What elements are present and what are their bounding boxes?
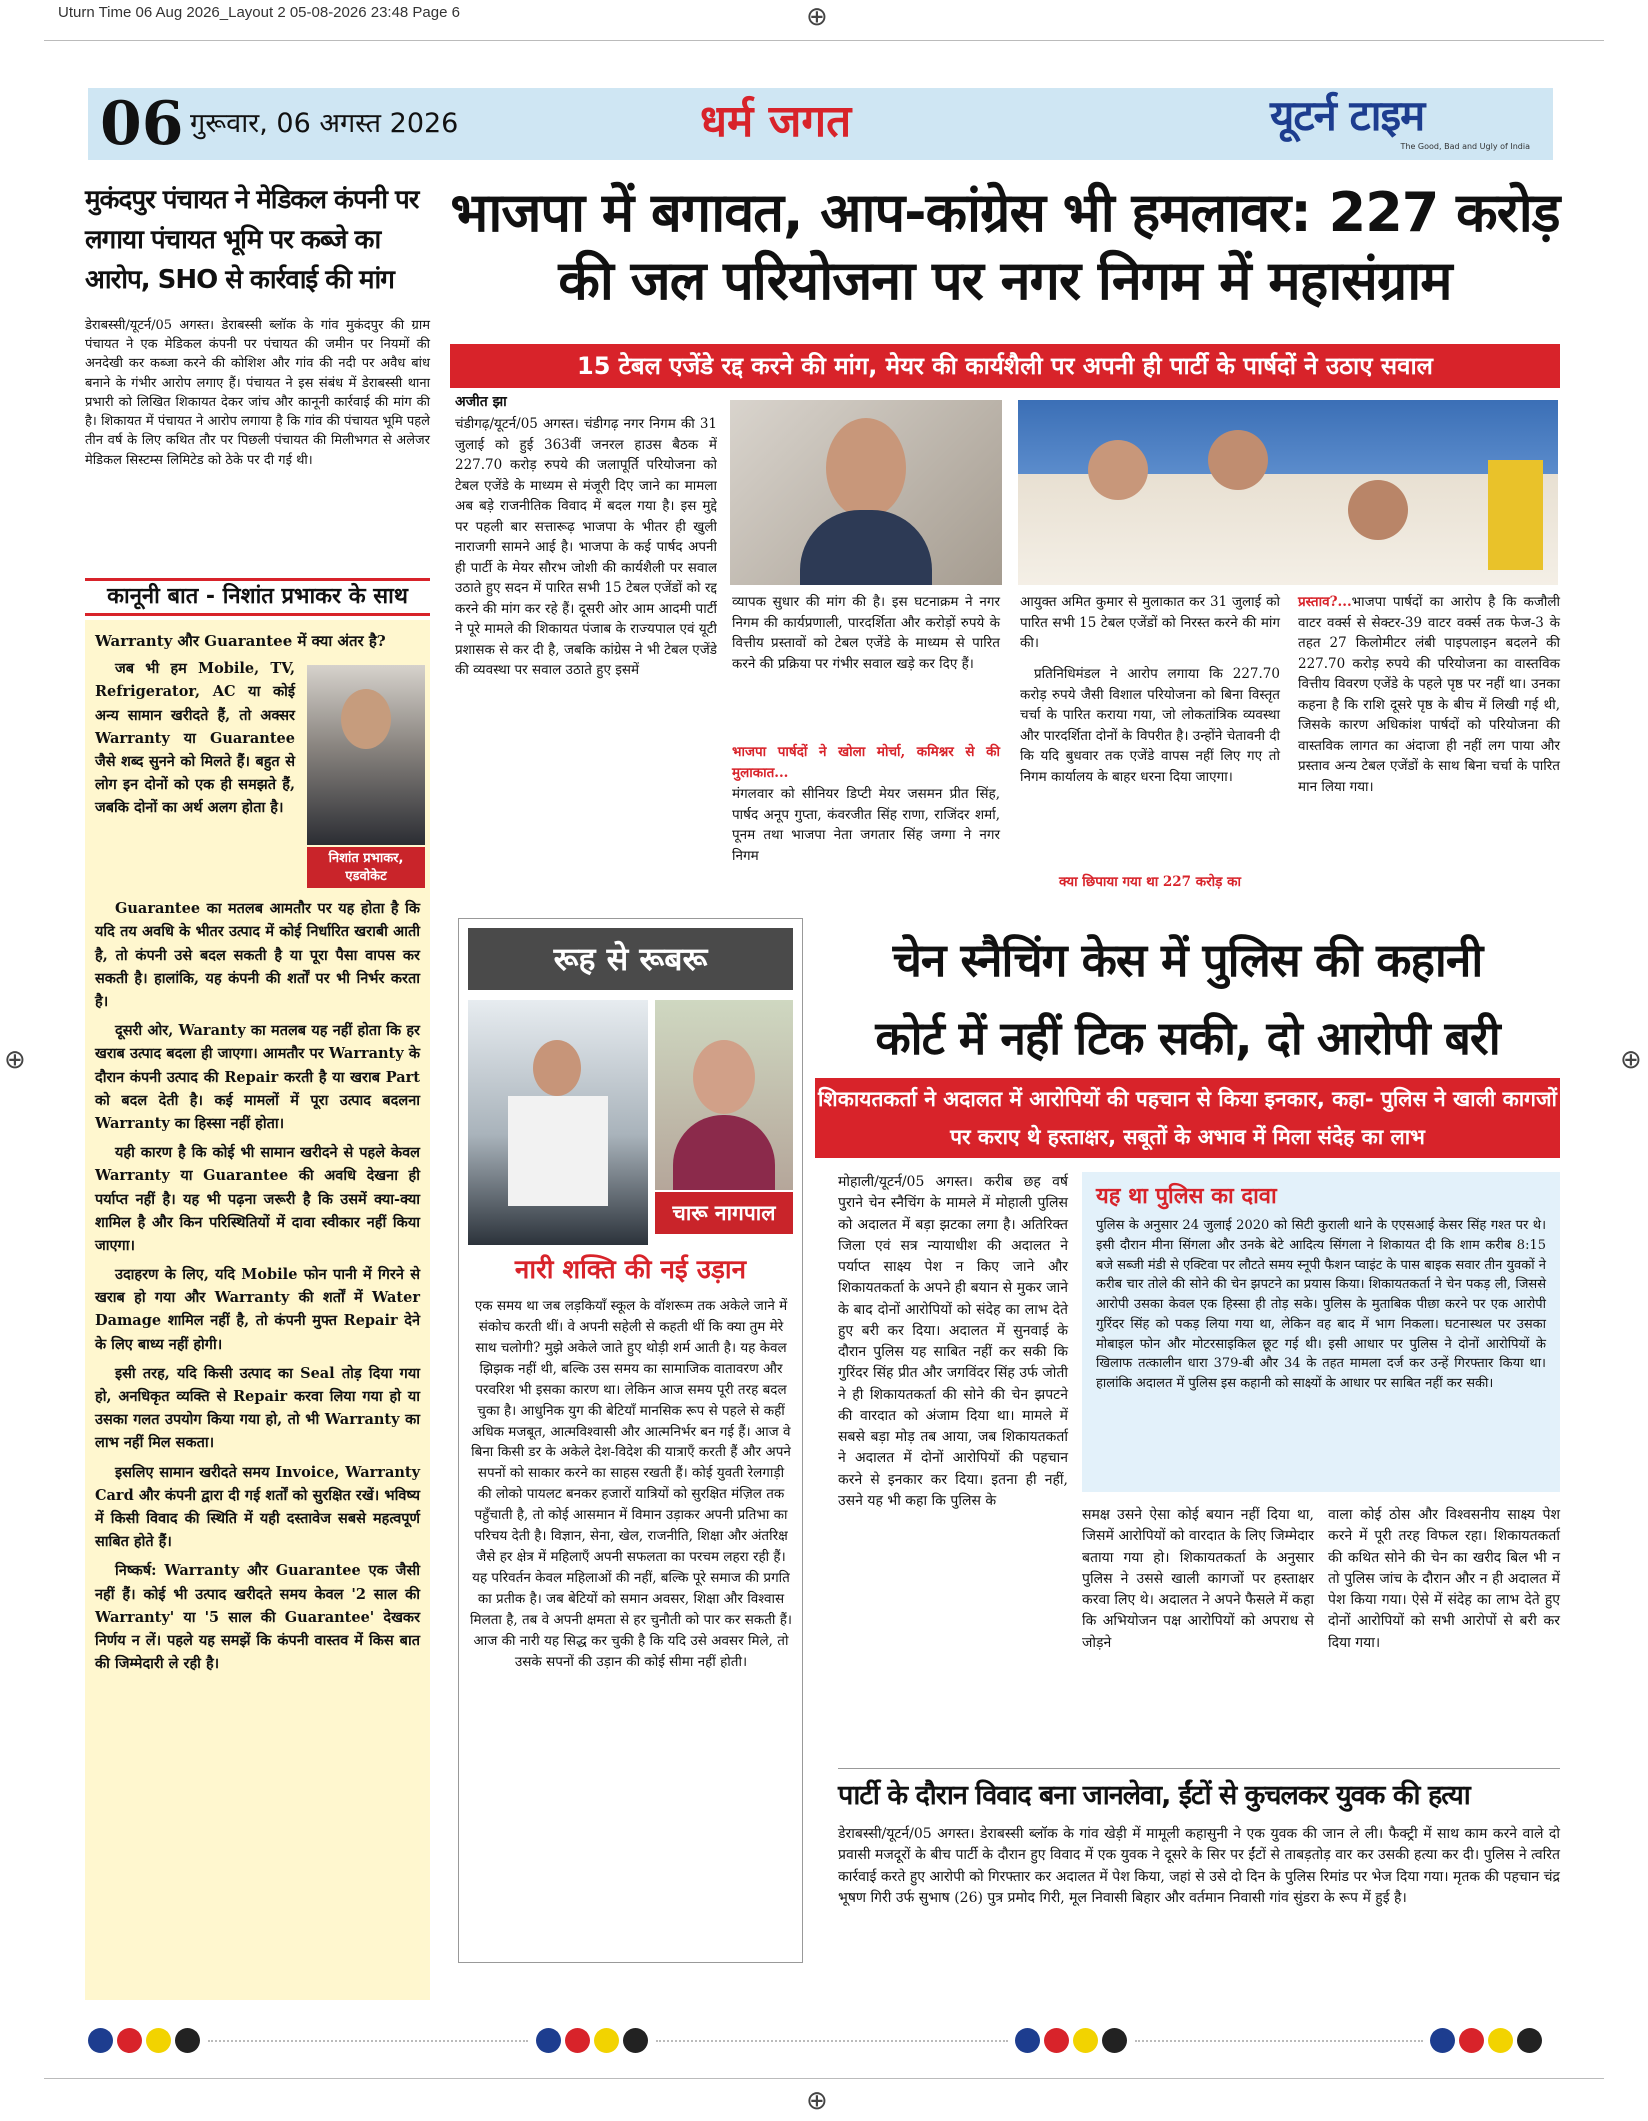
column-question: Warranty और Guarantee में क्या अंतर है? [95,632,386,650]
column-paragraph: Guarantee का मतलब आमतौर पर यह होता है कि यदि तय अवधि के भीतर उत्पाद में कोई निर्धारित खराबी आती है, तो कंपनी उसे बदल सकती है या पूरा पैसा वापस कर सकती है। हालांकि, यह कंपनी की शर्तों पर भी निर्भर करता है। [95,900,420,1010]
color-register-dots [1430,2028,1546,2057]
color-bar-line [1135,2040,1423,2042]
pilot-face-icon [533,1040,581,1096]
story2-kicker: क्या छिपाया गया था 227 करोड़ का [1059,874,1241,890]
registration-mark-icon: ⊕ [806,2,828,32]
column-title: कानूनी बात - निशांत प्रभाकर के साथ [107,584,408,609]
story3-headline-line2: कोर्ट में नहीं टिक सकी, दो आरोपी बरी [875,1011,1500,1065]
photo-jacket-icon [800,510,932,585]
color-register-dots [536,2028,652,2057]
column-intro-row [95,657,420,897]
police-claim-body: पुलिस के अनुसार 24 जुलाई 2020 को सिटी कुराली थाने के एएसआई केसर सिंह गश्त पर थे। इसी दौरान मीना सिंगला और उनके बेटे आदित्य सिंगला ने शिकायत दी कि शाम करीब 8:15 बजे सब्जी मंडी से एक्टिवा पर लौटते समय स्नूपी फैशन प्वाइंट के पास बाइक सवार तीन युवकों ने करीब चार तोले की सोने की चेन झपटने का प्रयास किया। शिकायतकर्ता ने चेन पकड़ ली, जिससे आरोपी उसका केवल एक हिस्सा ही तोड़ सके। पुलिस के मुताबिक पीछा करने पर एक आरोपी गुरिंदर सिंह को पकड़ लिया गया था, लेकिन वह बाद में भाग निकला। घटनास्थल पर उसका मोबाइल फोन और मोटरसाइकिल छूट गई थी। इसी आधार पर पुलिस ने दोनों आरोपियों के खिलाफ तत्कालीन धारा 379-बी और 34 के तहत मामला दर्ज कर उन्हें गिरफ्तार किया था। हालांकि अदालत में पुलिस इस कहानी को साक्ष्यों के आधार पर साबित नहीं कर सकी। [1096,1218,1546,1391]
story2-column-text: भाजपा पार्षदों का आरोप है कि कजौली वाटर वर्क्स से सेक्टर-39 वाटर वर्क्स तक फेज-3 के तहत 27 किलोमीटर लंबी पाइपलाइन बदलने की 227.70 करोड़ रुपये की परियोजना का वास्तविक वित्तीय विवरण एजेंडे के पहले पृष्ठ पर नहीं था। उनका कहना है कि राशि दूसरे पृष्ठ के बीच में लिखी गई थी, जिसके कारण अधिकांश पार्षदों को परियोजना की वास्तविक लागत का अंदाजा ही नहीं लग पाया और प्रस्ताव अन्य टेबल एजेंडों के साथ बिना चर्चा के पारित मान लिया गया। [1298,594,1560,795]
column-intro: जब भी हम Mobile, TV, Refrigerator, AC या कोई अन्य सामान खरीदते हैं, तो अक्सर Warranty या Guarantee जैसे शब्द सुनने को मिलते हैं। बहुत से लोग इन दोनों को एक ही समझते हैं, जबकि दोनों का अर्थ अलग होता है। [95,660,295,817]
person-icon [1348,480,1408,540]
story2-column [1298,592,1560,797]
author-name-caption: चारू नागपाल [655,1192,793,1234]
story2-column: व्यापक सुधार की मांग की है। इस घटनाक्रम ने नगर निगम की कार्यप्रणाली, पारदर्शिता और करोड़ों रुपये के वित्तीय प्रस्तावों को टेबल एजेंडे के माध्यम से पारित करने की प्रक्रिया पर गंभीर सवाल खड़े कर दिए हैं। [732,594,1000,672]
issue-date: गुरूवार, 06 अगस्त 2026 [190,108,459,139]
photo-face-icon [826,418,906,518]
story-divider [838,1768,1560,1769]
story3-column: समक्ष उसने ऐसा कोई बयान नहीं दिया था, जिसमें आरोपियों को वारदात के लिए जिम्मेदार बताया गया हो। शिकायतकर्ता के अनुसार पुलिस ने उससे खाली कागजों पर हस्ताक्षर करवा लिए थे। अदालत ने अपने फैसले में कहा कि अभियोजन पक्ष आरोपियों को अपराध से जोड़ने [1082,1507,1314,1651]
story4-headline: पार्टी के दौरान विवाद बना जानलेवा, ईंटों से कुचलकर युवक की हत्या [838,1780,1470,1811]
story2-column: प्रतिनिधिमंडल ने आरोप लगाया कि 227.70 करोड़ रुपये जैसी विशाल परियोजना को बिना विस्तृत चर्चा के पारित कराया गया, जो लोकतांत्रिक व्यवस्था और पारदर्शिता दोनों के विपरीत है। उन्होंने चेतावनी दी कि यदि बुधवार तक एजेंडे वापस नहीं लिए गए तो निगम कार्यालय के बाहर धरना दिया जाएगा। [1020,666,1280,785]
story2-kicker: प्रस्ताव?... [1298,594,1352,610]
story2-column: आयुक्त अमित कुमार से मुलाकात कर 31 जुलाई को पारित सभी 15 टेबल एजेंडों को निरस्त करने की मांग की। [1020,594,1280,652]
story2-kicker: भाजपा पार्षदों ने खोला मोर्चा, कमिश्नर से की मुलाकात... [732,744,1000,781]
story3-headline-line1: चेन स्नैचिंग केस में पुलिस की कहानी [892,933,1483,987]
story3-column: वाला कोई ठोस और विश्वसनीय साक्ष्य पेश करने में पूरी तरह विफल रहा। शिकायतकर्ता की कथित सोने की चेन का खरीद बिल भी न तो पुलिस जांच के दौरान और न ही अदालत में पेश किया गया। ऐसे में संदेह का लाभ देते हुए दोनों आरोपियों को सभी आरोपों से बरी कर दिया गया। [1328,1507,1560,1651]
registration-mark-icon: ⊕ [4,1045,26,1075]
story2-headline-line1: भाजपा में बगावत, आप-कांग्रेस भी हमलावर: 227 करोड़ [450,181,1560,244]
photo-official [730,400,1002,585]
column-box [85,620,430,2000]
color-register-dots [1015,2028,1131,2057]
trim-line [44,40,1604,41]
column-paragraph: यही कारण है कि कोई भी सामान खरीदने से पहले केवल Warranty या Guarantee की अवधि देखना ही पर्याप्त नहीं है। यह भी पढ़ना जरूरी है कि उसमें क्या-क्या शामिल है और किन परिस्थितियों में दावा स्वीकार नहीं किया जाएगा। [95,1144,420,1254]
story2-byline: अजीत झा [455,394,507,410]
police-claim-title: यह था पुलिस का दावा [1096,1184,1277,1209]
story3-column: मोहाली/यूटर्न/05 अगस्त। करीब छह वर्ष पुराने चेन स्नैचिंग के मामले में मोहाली पुलिस को अदालत में बड़ा झटका लगा है। अतिरिक्त जिला एवं सत्र न्यायाधीश की अदालत ने पर्याप्त साक्ष्य पेश न किए जाने और शिकायतकर्ता के अपने ही बयान से मुकर जाने के बाद दोनों आरोपियों को संदेह का लाभ देते हुए बरी कर दिया। अदालत में सुनवाई के दौरान पुलिस यह साबित नहीं कर सकी कि गुरिंदर सिंह प्रीत और जगविंदर सिंह उर्फ जोती ने ही शिकायतकर्ता की सोने की चेन झपटने की वारदात को अंजाम दिया था। मामले में सबसे बड़ा मोड़ तब आया, जब शिकायतकर्ता ने अदालत में दोनों आरोपियों की पहचान करने से इनकार कर दिया। इतना ही नहीं, उसने यह भी कहा कि पुलिस के [838,1174,1068,1509]
registration-mark-icon: ⊕ [1620,1045,1642,1075]
column-paragraph: इसलिए सामान खरीदते समय Invoice, Warranty Card और कंपनी द्वारा दी गई शर्तों को सुरक्षित रखें। भविष्य में किसी विवाद की स्थिति में यही दस्तावेज सबसे महत्वपूर्ण साबित होते हैं। [95,1463,420,1551]
logo-tagline: The Good, Bad and Ugly of India [1400,142,1530,151]
person-icon [1088,440,1148,500]
feature-title: नारी शक्ति की नई उड़ान [514,1255,747,1285]
color-bar-line [656,2040,1008,2042]
author-caption: निशांत प्रभाकर, एडवोकेट [307,847,425,888]
column-title-bar [85,578,430,616]
column-paragraph: दूसरी ओर, Waranty का मतलब यह नहीं होता कि हर खराब उत्पाद बदला ही जाएगा। आमतौर पर Warranty के दौरान कंपनी उत्पाद की Repair करती है या खराब Part को बदल देती है। कई मामलों में पूरा उत्पाद बदलना Warranty का हिस्सा नहीं होता। [95,1022,420,1132]
page-number: 06 [100,89,184,159]
story2-headline-line2: की जल परियोजना पर नगर निगम में महासंग्राम [558,249,1452,312]
author-photo [307,665,425,845]
author-face-icon [693,1040,755,1114]
print-slug: Uturn Time 06 Aug 2026_Layout 2 05-08-2026 23:48 Page 6 [58,4,460,21]
section-title: धर्म जगत [700,96,852,147]
police-claim-box [1082,1172,1560,1492]
logo-text: यूटर्न टाइम [1270,91,1425,140]
color-register-dots [88,2028,204,2057]
registration-mark-icon: ⊕ [806,2086,828,2116]
story1-headline: मुकंदपुर पंचायत ने मेडिकल कंपनी पर लगाया पंचायत भूमि पर कब्जे का आरोप, SHO से कार्रवाई की मांग [85,185,419,295]
pilot-uniform-icon [508,1096,608,1206]
author-dress-icon [673,1115,775,1190]
column-paragraph: इसी तरह, यदि किसी उत्पाद का Seal तोड़ दिया गया हो, अनधिकृत व्यक्ति से Repair करवा लिया गया हो या उसका गलत उपयोग किया गया हो, तो भी Warranty का लाभ नहीं मिल सकता। [95,1364,420,1452]
trim-line [44,2078,1604,2079]
color-bar-line [208,2040,528,2042]
photo-pilot [468,1000,648,1245]
column-paragraph: उदाहरण के लिए, यदि Mobile फोन पानी में गिरने से खराब हो गया और Warranty की शर्तों में Water Damage शामिल नहीं है, तो कंपनी मुफ्त Repair देने के लिए बाध्य नहीं होगी। [95,1266,420,1353]
column-conclusion: निष्कर्ष: Warranty और Guarantee एक जैसी नहीं हैं। कोई भी उत्पाद खरीदते समय केवल '2 साल की Warranty' या '5 साल की Guarantee' देखकर निर्णय न लें। पहले यह समझें कि कंपनी वास्तव में किस बात की जिम्मेदारी ले रही है। [95,1562,420,1673]
story2-subhead: 15 टेबल एजेंडे रद्द करने की मांग, मेयर की कार्यशैली पर अपनी ही पार्टी के पार्षदों ने उठाए सवाल [450,344,1560,388]
feature-body: एक समय था जब लड़कियाँ स्कूल के वॉशरूम तक अकेले जाने में संकोच करती थीं। वे अपनी सहेली से कहती थीं कि क्या तुम मेरे साथ चलोगी? मुझे अकेले जाते हुए थोड़ी शर्म आती है। यह केवल झिझक नहीं थी, बल्कि उस समय का सामाजिक वातावरण और परवरिश भी इसका कारण था। लेकिन आज समय पूरी तरह बदल चुका है। आधुनिक युग की बेटियाँ मानसिक रूप से पहले से कहीं अधिक मजबूत, आत्मविश्वासी और आत्मनिर्भर बन गई हैं। आज वे बिना किसी डर के अकेले देश-विदेश की यात्राएँ करती हैं और अपने सपनों को साकार करने का साहस रखती हैं। कोई युवती रेलगाड़ी की लोको पायलट बनकर हजारों यात्रियों को सुरक्षित मंज़िल तक पहुँचाती है, तो कोई आसमान में विमान उड़ाकर अपनी प्रतिभा का परिचय देती है। विज्ञान, सेना, खेल, राजनीति, शिक्षा और अंतरिक्ष जैसे हर क्षेत्र में महिलाएँ अपनी सफलता का परचम लहरा रही हैं। यह परिवर्तन केवल महिलाओं की नहीं, बल्कि पूरे समाज की प्रगति का प्रतीक है। जब बेटियों को समान अवसर, शिक्षा और विश्वास मिलता है, तब वे अपनी क्षमता से हर चुनौती को पार कर सकती हैं। आज की नारी यह सिद्ध कर चुकी है कि यदि उसे अवसर मिले, तो उसके सपनों की उड़ान की कोई सीमा नहीं होती। [470,1298,792,1670]
author-photo [655,1000,793,1190]
author-face-icon [341,689,391,749]
newspaper-logo [1270,90,1550,156]
photo-press-conference [1018,400,1558,585]
party-banner-icon [1488,460,1543,570]
story1-body: डेराबस्सी/यूटर्न/05 अगस्त। डेराबस्सी ब्लॉक के गांव मुकंदपुर की ग्राम पंचायत ने एक मेडिकल कंपनी पर पंचायत की जमीन पर नियमों की अनदेखी कर कब्जा करने की कोशिश और गांव की नदी पर अवैध बांध बनाने के गंभीर आरोप लगाए हैं। पंचायत ने इस संबंध में डेराबस्सी थाना प्रभारी को लिखित शिकायत देकर जांच और कानूनी कार्रवाई की मांग की है। शिकायत में पंचायत ने आरोप लगाया है कि गांव की पंचायत भूमि पहले तीन वर्ष के लिए कथित तौर पर पिछली पंचायत की मिलीभगत से अलेजर मेडिकल सिस्टम्स लिमिटेड को ठेके पर दी गई थी। [85,318,430,468]
story2-column: मंगलवार को सीनियर डिप्टी मेयर जसमन प्रीत सिंह, पार्षद अनूप गुप्ता, कंवरजीत सिंह राणा, राजिंदर शर्मा, पूनम तथा भाजपा नेता जगतार सिंह जग्गा ने नगर निगम [732,786,1000,864]
feature-banner: रूह से रूबरू [468,928,793,990]
person-icon [1208,430,1268,490]
story2-column: चंडीगढ़/यूटर्न/05 अगस्त। चंडीगढ़ नगर निगम की 31 जुलाई को हुई 363वीं जनरल हाउस बैठक में 227.70 करोड़ रुपये की जलापूर्ति परियोजना को टेबल एजेंडे के माध्यम से मंजूरी दिए जाने का मामला अब बड़े राजनीतिक विवाद में बदल गया है। इस मुद्दे पर पहली बार सत्तारूढ़ भाजपा के भीतर ही खुली नाराजगी सामने आई है। भाजपा के कई पार्षद अपनी ही पार्टी के मेयर सौरभ जोशी की कार्यशैली पर सवाल उठाते हुए सदन में पारित सभी 15 टेबल एजेंडों को रद्द करने की मांग कर रहे हैं। दूसरी ओर आम आदमी पार्टी ने पूरे मामले की शिकायत पंजाब के राज्यपाल एवं यूटी प्रशासक से कर दी है, जबकि कांग्रेस ने भी टेबल एजेंडे की व्यवस्था पर सवाल उठाते हुए इसमें [455,416,717,679]
story4-body: डेराबस्सी/यूटर्न/05 अगस्त। डेराबस्सी ब्लॉक के गांव खेड़ी में मामूली कहासुनी ने एक युवक की जान ले ली। फैक्ट्री में साथ काम करने वाले दो प्रवासी मजदूरों के बीच पार्टी के दौरान हुए विवाद में एक युवक ने दूसरे के सिर पर ईंटों से ताबड़तोड़ वार कर उसकी हत्या कर दी। पुलिस ने त्वरित कार्रवाई करते हुए आरोपी को गिरफ्तार कर अदालत में पेश किया, जहां से उसे दो दिन के पुलिस रिमांड पर भेज दिया गया। मृतक की पहचान चंद्र भूषण गिरी उर्फ सुभाष (26) पुत्र प्रमोद गिरी, मूल निवासी बिहार और वर्तमान निवासी गांव सुंडरा के रूप में हुई है। [838,1826,1560,1906]
story3-subhead: शिकायतकर्ता ने अदालत में आरोपियों की पहचान से किया इनकार, कहा- पुलिस ने खाली कागजों पर कराए थे हस्ताक्षर, सबूतों के अभाव में मिला संदेह का लाभ [815,1078,1560,1158]
